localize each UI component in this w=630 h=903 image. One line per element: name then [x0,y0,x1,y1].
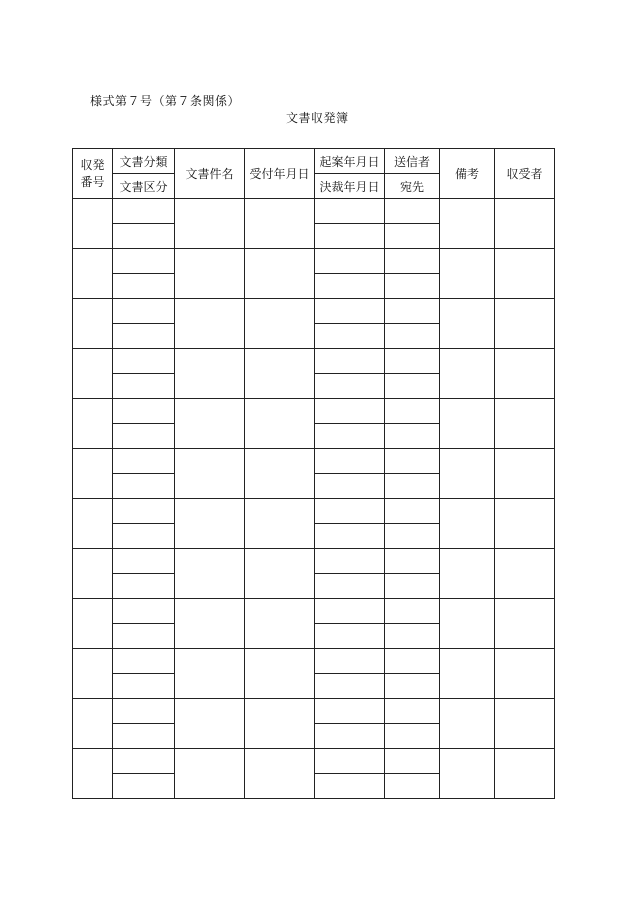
subject-cell[interactable] [175,449,245,499]
subject-cell[interactable] [175,549,245,599]
number-cell[interactable] [73,599,113,649]
received-date-cell[interactable] [245,549,315,599]
recipient-cell[interactable] [495,249,555,299]
category-cell[interactable] [113,599,175,624]
addressee-cell[interactable] [385,224,440,249]
addressee-cell[interactable] [385,374,440,399]
division-cell[interactable] [113,474,175,499]
received-date-cell[interactable] [245,199,315,249]
decided-date-cell[interactable] [315,674,385,699]
header-decided-date: 決裁年月日 [315,174,385,199]
remarks-cell[interactable] [440,299,495,349]
header-received-date: 受付年月日 [245,149,315,199]
number-cell[interactable] [73,449,113,499]
number-cell[interactable] [73,499,113,549]
sender-cell[interactable] [385,249,440,274]
remarks-cell[interactable] [440,199,495,249]
category-cell[interactable] [113,349,175,374]
drafted-date-cell[interactable] [315,599,385,624]
division-cell[interactable] [113,674,175,699]
remarks-cell[interactable] [440,649,495,699]
header-number-line1: 収発 [80,157,105,172]
drafted-date-cell[interactable] [315,249,385,274]
header-category: 文書分類 [113,149,175,174]
number-cell[interactable] [73,199,113,249]
category-cell[interactable] [113,499,175,524]
table-row [73,349,555,374]
division-cell[interactable] [113,324,175,349]
received-date-cell[interactable] [245,499,315,549]
number-cell[interactable] [73,399,113,449]
recipient-cell[interactable] [495,399,555,449]
form-number: 様式第７号（第７条関係） [90,94,241,108]
subject-cell[interactable] [175,199,245,249]
remarks-cell[interactable] [440,349,495,399]
sender-cell[interactable] [385,199,440,224]
table-row [73,649,555,674]
received-date-cell[interactable] [245,349,315,399]
addressee-cell[interactable] [385,424,440,449]
remarks-cell[interactable] [440,249,495,299]
recipient-cell[interactable] [495,649,555,699]
drafted-date-cell[interactable] [315,449,385,474]
division-cell[interactable] [113,774,175,799]
recipient-cell[interactable] [495,199,555,249]
decided-date-cell[interactable] [315,374,385,399]
sender-cell[interactable] [385,449,440,474]
header-sender: 送信者 [385,149,440,174]
header-number [73,149,113,199]
drafted-date-cell[interactable] [315,749,385,774]
table-row [73,399,555,424]
received-date-cell[interactable] [245,749,315,799]
category-cell[interactable] [113,199,175,224]
decided-date-cell[interactable] [315,774,385,799]
sender-cell[interactable] [385,699,440,724]
drafted-date-cell[interactable] [315,399,385,424]
number-cell[interactable] [73,249,113,299]
category-cell[interactable] [113,449,175,474]
sender-cell[interactable] [385,749,440,774]
division-cell[interactable] [113,374,175,399]
addressee-cell[interactable] [385,474,440,499]
division-cell[interactable] [113,724,175,749]
number-cell[interactable] [73,349,113,399]
subject-cell[interactable] [175,749,245,799]
header-drafted-date: 起案年月日 [315,149,385,174]
received-date-cell[interactable] [245,249,315,299]
recipient-cell[interactable] [495,349,555,399]
division-cell[interactable] [113,274,175,299]
category-cell[interactable] [113,699,175,724]
decided-date-cell[interactable] [315,574,385,599]
received-date-cell[interactable] [245,449,315,499]
drafted-date-cell[interactable] [315,199,385,224]
sender-cell[interactable] [385,299,440,324]
decided-date-cell[interactable] [315,474,385,499]
decided-date-cell[interactable] [315,424,385,449]
sender-cell[interactable] [385,599,440,624]
register-table [72,148,555,799]
addressee-cell[interactable] [385,724,440,749]
subject-cell[interactable] [175,649,245,699]
addressee-cell[interactable] [385,324,440,349]
document-title: 文書収発簿 [286,111,349,125]
received-date-cell[interactable] [245,299,315,349]
table-row [73,449,555,474]
division-cell[interactable] [113,574,175,599]
header-recipient: 収受者 [495,149,555,199]
remarks-cell[interactable] [440,499,495,549]
drafted-date-cell[interactable] [315,299,385,324]
division-cell[interactable] [113,624,175,649]
sender-cell[interactable] [385,649,440,674]
drafted-date-cell[interactable] [315,649,385,674]
sender-cell[interactable] [385,349,440,374]
recipient-cell[interactable] [495,549,555,599]
decided-date-cell[interactable] [315,324,385,349]
recipient-cell[interactable] [495,599,555,649]
table-row [73,749,555,774]
addressee-cell[interactable] [385,774,440,799]
decided-date-cell[interactable] [315,724,385,749]
category-cell[interactable] [113,749,175,774]
sender-cell[interactable] [385,499,440,524]
table-row [73,549,555,574]
remarks-cell[interactable] [440,699,495,749]
received-date-cell[interactable] [245,649,315,699]
decided-date-cell[interactable] [315,224,385,249]
recipient-cell[interactable] [495,499,555,549]
category-cell[interactable] [113,549,175,574]
subject-cell[interactable] [175,399,245,449]
remarks-cell[interactable] [440,749,495,799]
header-division: 文書区分 [113,174,175,199]
decided-date-cell[interactable] [315,274,385,299]
received-date-cell[interactable] [245,599,315,649]
header-subject: 文書件名 [175,149,245,199]
drafted-date-cell[interactable] [315,549,385,574]
category-cell[interactable] [113,249,175,274]
recipient-cell[interactable] [495,749,555,799]
category-cell[interactable] [113,649,175,674]
received-date-cell[interactable] [245,399,315,449]
table-row [73,699,555,724]
number-cell[interactable] [73,649,113,699]
header-addressee: 宛先 [385,174,440,199]
drafted-date-cell[interactable] [315,349,385,374]
recipient-cell[interactable] [495,299,555,349]
addressee-cell[interactable] [385,274,440,299]
subject-cell[interactable] [175,299,245,349]
sender-cell[interactable] [385,399,440,424]
remarks-cell[interactable] [440,599,495,649]
addressee-cell[interactable] [385,524,440,549]
subject-cell[interactable] [175,499,245,549]
category-cell[interactable] [113,299,175,324]
table-row [73,499,555,524]
table-row [73,199,555,224]
subject-cell[interactable] [175,599,245,649]
category-cell[interactable] [113,399,175,424]
number-cell[interactable] [73,299,113,349]
number-cell[interactable] [73,699,113,749]
number-cell[interactable] [73,749,113,799]
header-number-line2: 番号 [80,174,105,189]
drafted-date-cell[interactable] [315,699,385,724]
remarks-cell[interactable] [440,449,495,499]
sender-cell[interactable] [385,549,440,574]
subject-cell[interactable] [175,249,245,299]
addressee-cell[interactable] [385,624,440,649]
remarks-cell[interactable] [440,399,495,449]
decided-date-cell[interactable] [315,524,385,549]
received-date-cell[interactable] [245,699,315,749]
decided-date-cell[interactable] [315,624,385,649]
table-row [73,249,555,274]
header-row-top [73,149,555,174]
recipient-cell[interactable] [495,449,555,499]
subject-cell[interactable] [175,699,245,749]
header-remarks: 備考 [440,149,495,199]
drafted-date-cell[interactable] [315,499,385,524]
table-row [73,599,555,624]
number-cell[interactable] [73,549,113,599]
addressee-cell[interactable] [385,674,440,699]
remarks-cell[interactable] [440,549,495,599]
recipient-cell[interactable] [495,699,555,749]
division-cell[interactable] [113,224,175,249]
addressee-cell[interactable] [385,574,440,599]
division-cell[interactable] [113,424,175,449]
table-row [73,299,555,324]
subject-cell[interactable] [175,349,245,399]
division-cell[interactable] [113,524,175,549]
